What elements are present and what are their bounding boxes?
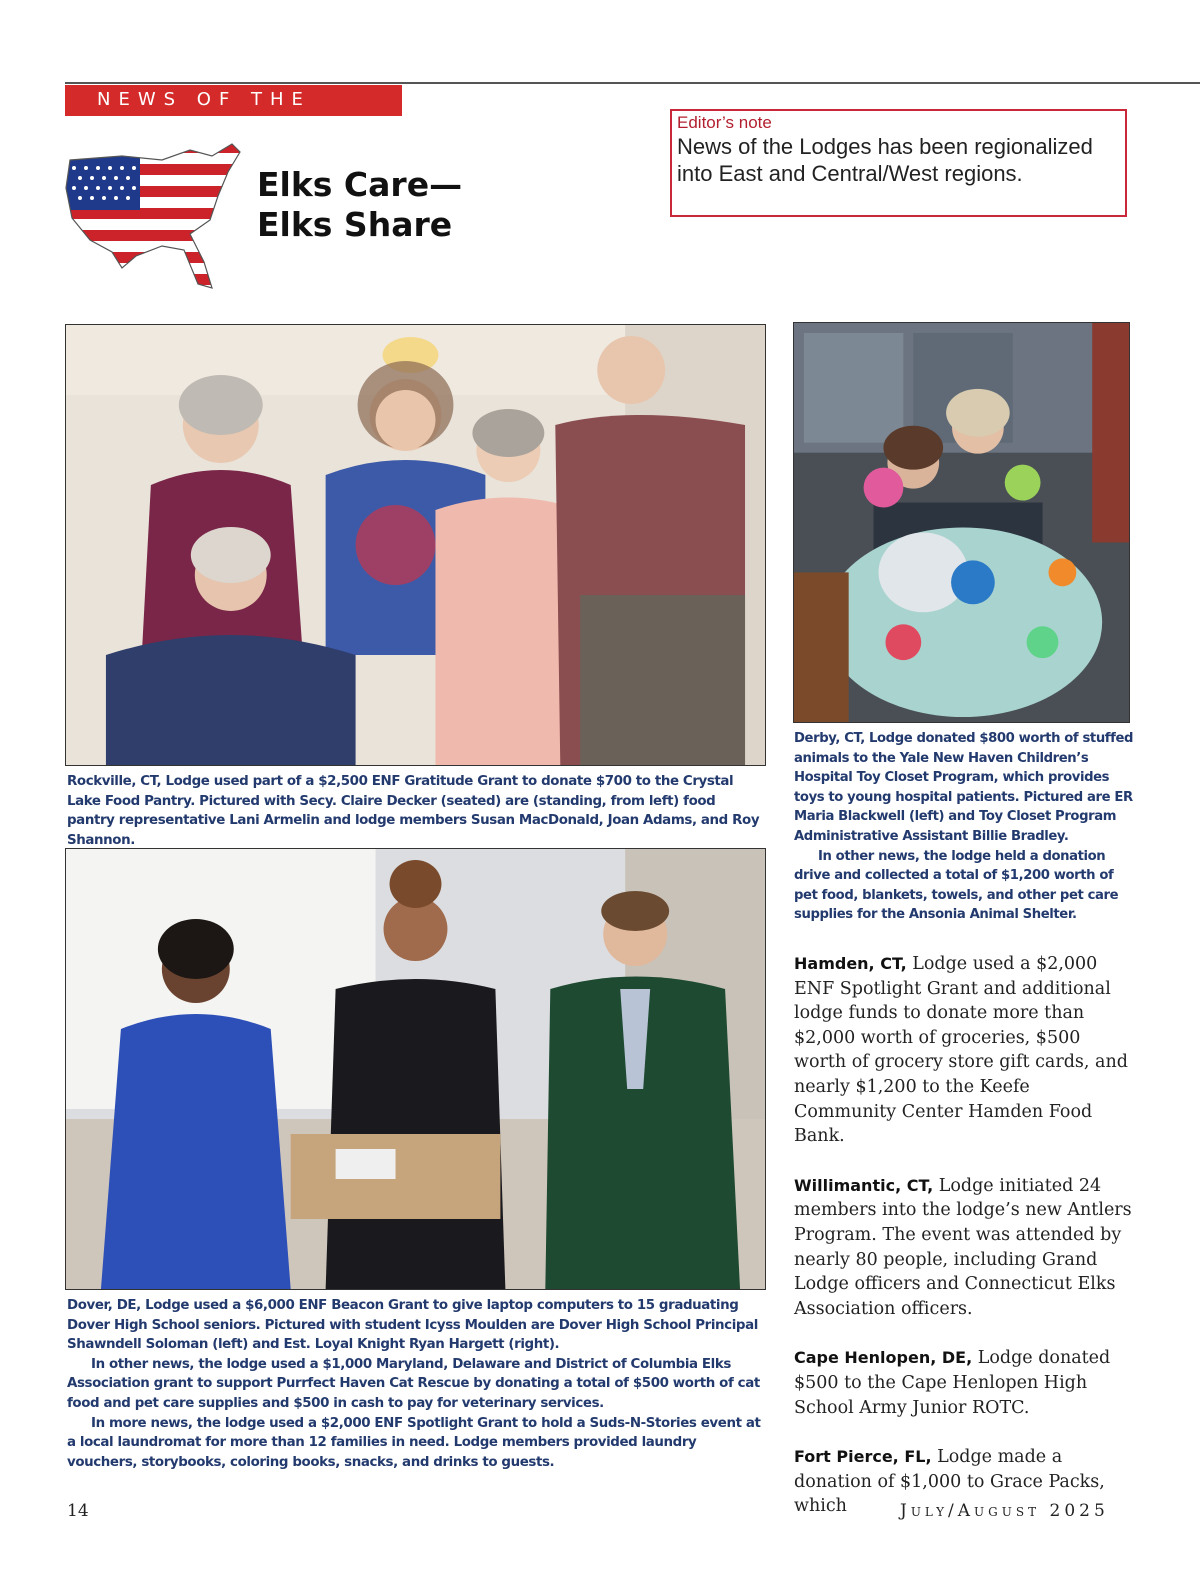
caption-paragraph: In other news, the lodge used a $1,000 Maryland, Delaware and District of Columbia Elks Association grant to support Purrfect Haven Cat Rescue by donating a total of $500 worth of cat food and pet care supplies and $500 in cash to pay for veterinary services. <box>67 1356 760 1411</box>
article-text: Lodge initiated 24 members into the lodge’s new Antlers Program. The event was attended by nearly 80 people, including Grand Lodge officers and Connecticut Elks Association officers. <box>794 1175 1132 1319</box>
article-text: Lodge made a donation of $1,000 to Grace Packs, which <box>794 1447 1105 1517</box>
caption-place: Derby, CT, <box>794 731 865 746</box>
derby-caption <box>794 729 1134 925</box>
us-flag-map-icon <box>62 138 242 293</box>
page-headline <box>257 165 462 245</box>
dover-photo <box>65 848 766 1290</box>
rockville-caption <box>67 772 767 850</box>
article-place: Fort Pierce, FL, <box>794 1447 932 1467</box>
caption-text: Lodge used a $6,000 ENF Beacon Grant to give laptop computers to 15 graduating Dover High School seniors. Pictured with student Icyss Moulden are Dover High School Principal Shawndell Soloman (left) and Est. Loyal Knight Ryan Hargett (right). <box>67 1298 758 1353</box>
article-text: Lodge donated $500 to the Cape Henlopen High School Army Junior ROTC. <box>794 1348 1111 1418</box>
caption-paragraph: In more news, the lodge used a $2,000 ENF Spotlight Grant to hold a Suds-N-Stories event at a local laundromat for more than 12 families in need. Lodge members provided laundry vouchers, storybooks, coloring books, snacks, and drinks to guests. <box>67 1415 761 1470</box>
headline-line-2: Elks Share <box>257 205 453 244</box>
derby-photo <box>793 322 1130 723</box>
rockville-photo <box>65 324 766 766</box>
article-place: Hamden, CT, <box>794 954 907 973</box>
article-hamden <box>794 952 1134 1149</box>
editor-note-line-2: into East and Central/West regions. <box>677 161 1023 186</box>
caption-text: Lodge used part of a $2,500 ENF Gratitude Grant to donate $700 to the Crystal Lake Food Pantry. Pictured with Secy. Claire Decker (seated) are (standing, from left) food pantry representative Lani Armelin and lodge members Susan MacDonald, Joan Adams, and Roy Shannon. <box>67 774 760 848</box>
caption-paragraph: In other news, the lodge held a donation drive and collected a total of $1,200 worth of pet food, blankets, towels, and other pet care supplies for the Ansonia Animal Shelter. <box>794 848 1119 923</box>
article-willimantic <box>794 1174 1134 1322</box>
caption-place: Rockville, CT, <box>67 774 162 789</box>
editor-note-label: Editor’s note <box>677 113 772 132</box>
article-cape-henlopen <box>794 1346 1134 1420</box>
header-rule <box>65 82 1200 84</box>
dover-caption <box>67 1296 767 1472</box>
headline-line-1: Elks Care— <box>257 165 463 204</box>
editor-note-line-1: News of the Lodges has been regionalized <box>677 134 1093 159</box>
section-tab: NEWS OF THE LODGES <box>65 85 402 116</box>
article-place: Cape Henlopen, DE, <box>794 1348 973 1368</box>
article-text: Lodge used a $2,000 ENF Spotlight Grant and additional lodge funds to donate more than $2,000 worth of groceries, $500 worth of grocery store gift cards, and nearly $1,200 to the Keefe Community Center Hamden Food Bank. <box>794 954 1128 1147</box>
editor-note-box <box>670 109 1127 217</box>
article-column <box>794 952 1134 1544</box>
caption-place: Dover, DE, <box>67 1298 141 1313</box>
article-place: Willimantic, CT, <box>794 1175 934 1195</box>
issue-date: July/August 2025 <box>900 1501 1109 1521</box>
page-number: 14 <box>67 1501 89 1521</box>
caption-text: Lodge donated $800 worth of stuffed animals to the Yale New Haven Children’s Hospital Toy Closet Program, which provides toys to young hospital patients. Pictured are ER Maria Blackwell (left) and Toy Closet Program Administrative Assistant Billie Bradley. <box>794 731 1134 844</box>
